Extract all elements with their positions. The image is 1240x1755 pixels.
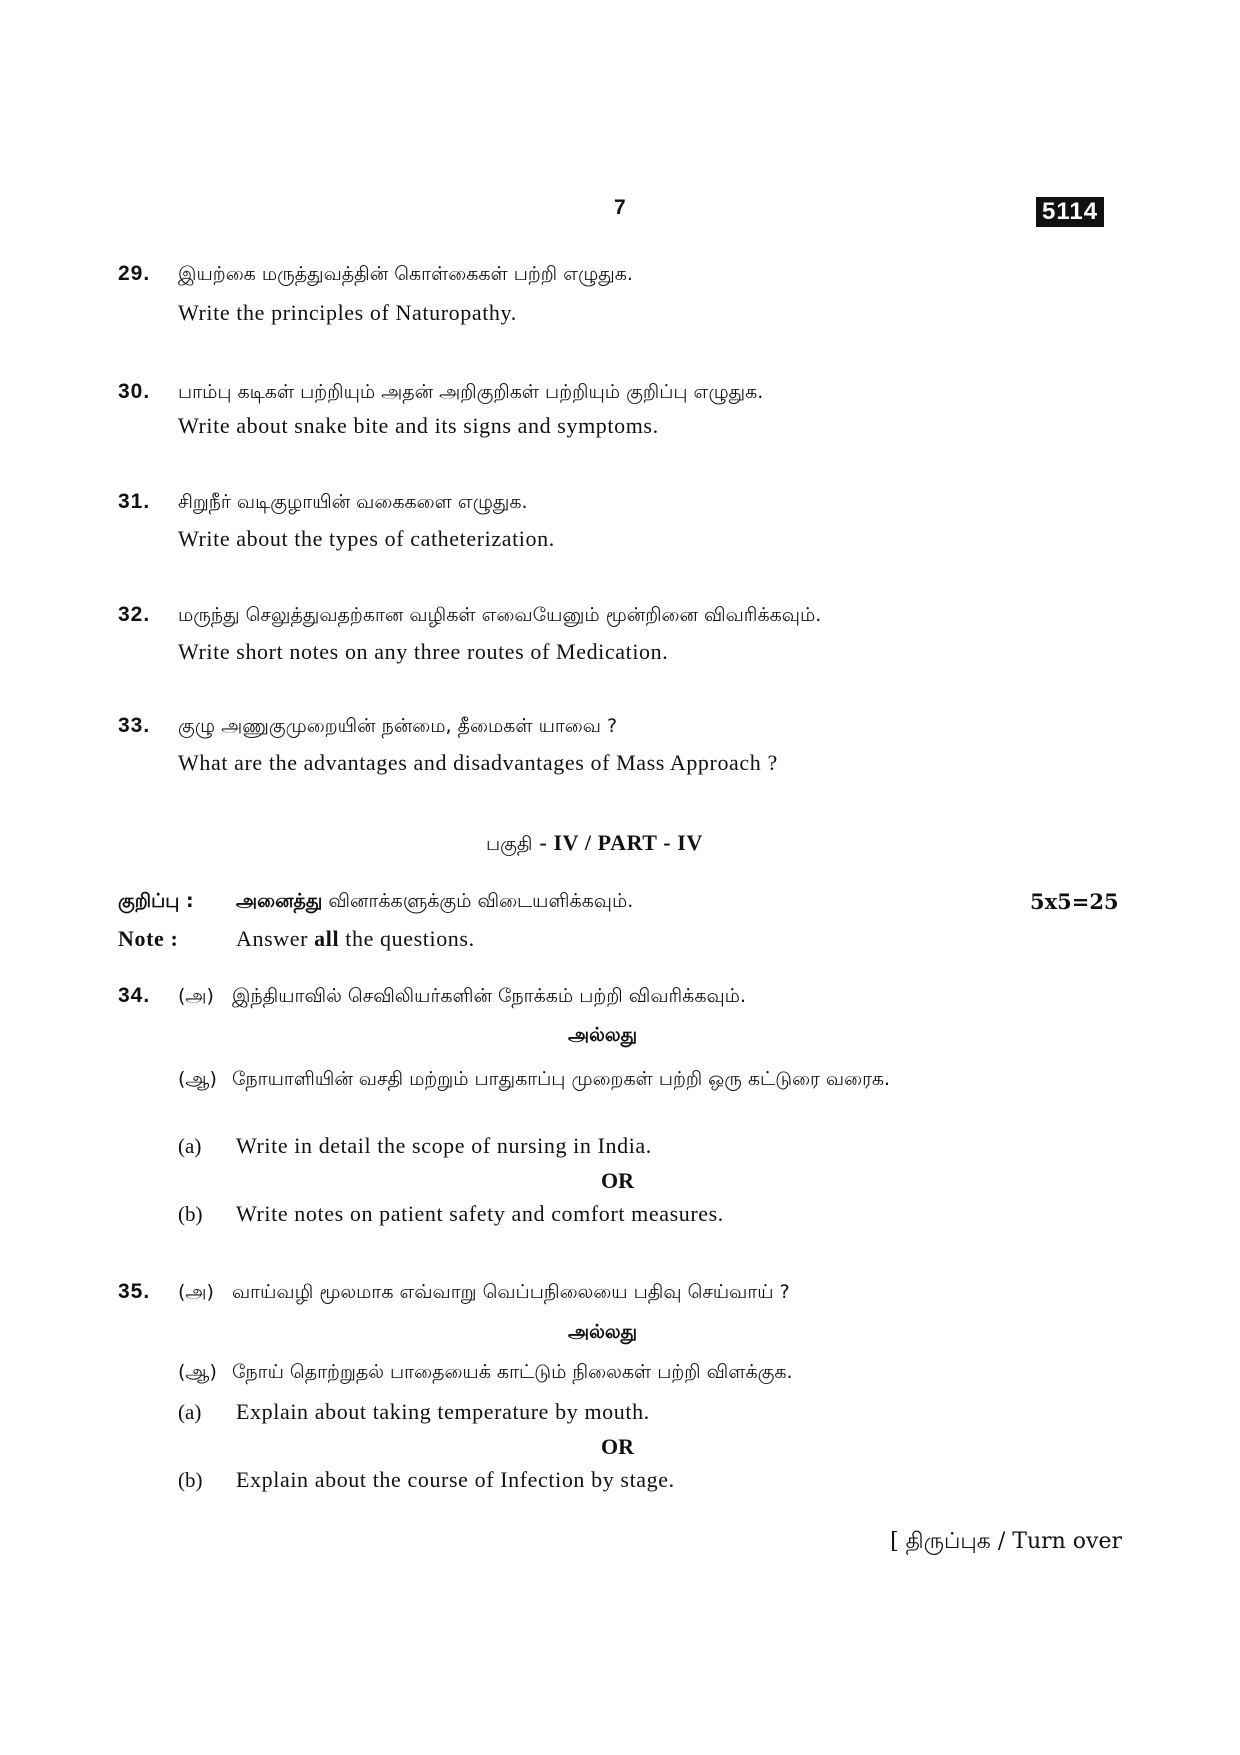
or-divider-english: OR	[601, 1168, 634, 1193]
section-title-tamil: பகுதி	[486, 833, 533, 855]
question-number: 35.	[118, 1280, 151, 1303]
or-divider-tamil: அல்லது	[568, 1321, 638, 1343]
marks-allocation: 5x5=25	[1030, 889, 1119, 914]
option-a-text-english: Write in detail the scope of nursing in India.	[236, 1133, 652, 1158]
section-title-english: - IV / PART - IV	[539, 830, 703, 855]
question-number: 29.	[118, 262, 151, 285]
option-b-text-tamil: நோய் தொற்றுதல் பாதையைக் காட்டும் நிலைகள் பற்றி விளக்குக.	[232, 1361, 793, 1383]
note-emphasis-english: all	[314, 926, 340, 951]
option-b-text-english: Write notes on patient safety and comfort measures.	[236, 1201, 724, 1226]
question-text-tamil: பாம்பு கடிகள் பற்றியும் அதன் அறிகுறிகள் பற்றியும் குறிப்பு எழுதுக.	[178, 381, 764, 403]
option-a-text-tamil: வாய்வழி மூலமாக எவ்வாறு வெப்பநிலையை பதிவு செய்வாய் ?	[232, 1281, 790, 1303]
option-b-text-english: Explain about the course of Infection by stage.	[236, 1467, 675, 1492]
option-b-text-tamil: நோயாளியின் வசதி மற்றும் பாதுகாப்பு முறைகள் பற்றி ஒரு கட்டுரை வரைக.	[232, 1068, 891, 1090]
option-b-label-tamil: (ஆ)	[178, 1361, 217, 1383]
option-a-label-tamil: (அ)	[178, 1281, 214, 1303]
option-a-text-tamil: இந்தியாவில் செவிலியர்களின் நோக்கம் பற்றி விவரிக்கவும்.	[232, 985, 746, 1007]
question-text-tamil: இயற்கை மருத்துவத்தின் கொள்கைகள் பற்றி எழுதுக.	[178, 263, 633, 285]
question-text-english: Write about snake bite and its signs and symptoms.	[178, 413, 659, 438]
question-text-english: Write the principles of Naturopathy.	[178, 300, 517, 325]
option-b-label-english: (b)	[178, 1202, 203, 1226]
note-pre-english: Answer	[236, 926, 309, 951]
note-emphasis-tamil: அனைத்து	[236, 890, 323, 912]
question-text-english: What are the advantages and disadvantages of Mass Approach ?	[178, 750, 778, 775]
question-text-english: Write short notes on any three routes of Medication.	[178, 639, 669, 664]
question-text-tamil: சிறுநீர் வடிகுழாயின் வகைகளை எழுதுக.	[178, 491, 528, 513]
note-label-tamil: குறிப்பு :	[118, 890, 194, 912]
question-number: 33.	[118, 714, 151, 737]
question-number: 32.	[118, 603, 151, 626]
question-number: 31.	[118, 490, 151, 513]
question-text-english: Write about the types of catheterization.	[178, 526, 555, 551]
paper-code-badge: 5114	[1036, 197, 1104, 227]
option-b-label-tamil: (ஆ)	[178, 1068, 217, 1090]
question-text-tamil: குழு அணுகுமுறையின் நன்மை, தீமைகள் யாவை ?	[178, 715, 618, 737]
or-divider-tamil: அல்லது	[568, 1024, 638, 1046]
question-number: 34.	[118, 984, 151, 1007]
option-a-label-english: (a)	[178, 1134, 202, 1158]
note-text-english	[236, 926, 475, 952]
note-rest-tamil: வினாக்களுக்கும் விடையளிக்கவும்.	[328, 890, 634, 912]
turn-over-note: [ திருப்புக / Turn over	[890, 1529, 1122, 1554]
page-number: 7	[614, 196, 626, 219]
question-text-tamil: மருந்து செலுத்துவதற்கான வழிகள் எவையேனும் மூன்றினை விவரிக்கவும்.	[178, 604, 822, 626]
option-a-label-tamil: (அ)	[178, 985, 214, 1007]
option-b-label-english: (b)	[178, 1468, 203, 1492]
section-title	[486, 830, 703, 858]
option-a-text-english: Explain about taking temperature by mouth.	[236, 1399, 650, 1424]
question-number: 30.	[118, 380, 151, 403]
note-text-tamil	[236, 890, 633, 915]
note-post-english: the questions.	[345, 926, 475, 951]
note-label-english: Note :	[118, 926, 179, 951]
or-divider-english: OR	[601, 1434, 634, 1459]
option-a-label-english: (a)	[178, 1400, 202, 1424]
